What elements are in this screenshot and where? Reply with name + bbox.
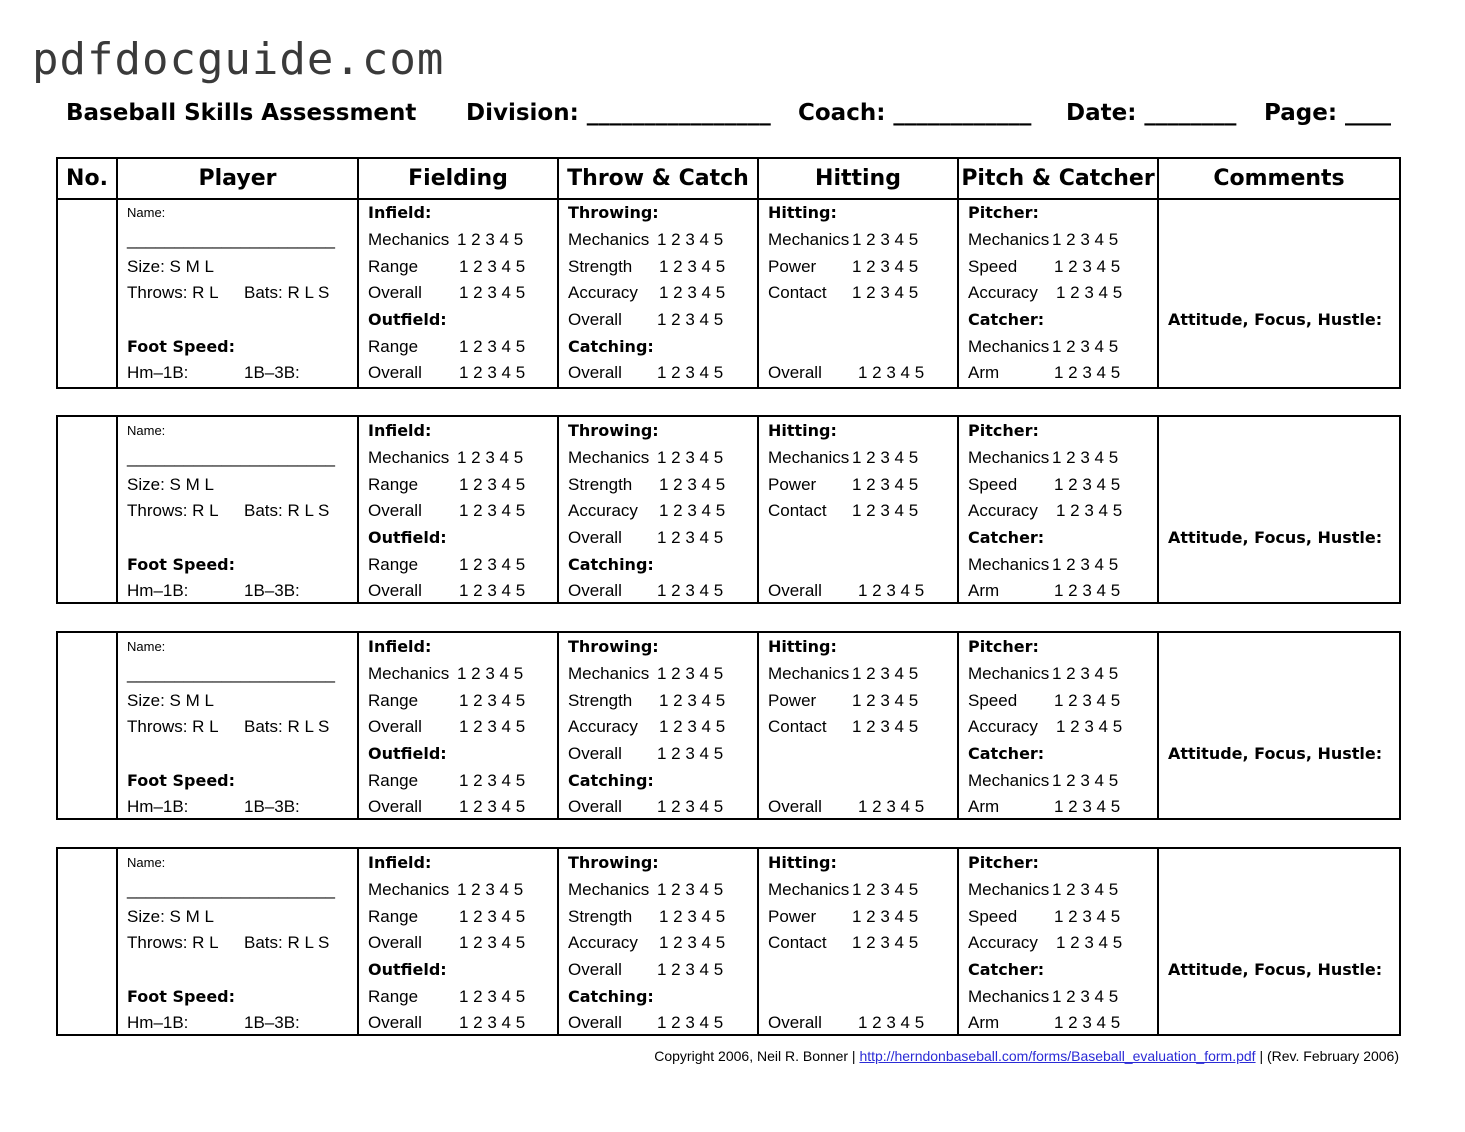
throwing-heading: Throwing: bbox=[568, 637, 659, 656]
hitting-contact-label: Contact bbox=[768, 933, 827, 952]
catcher-heading: Catcher: bbox=[968, 960, 1045, 979]
foot-speed-label: Foot Speed: bbox=[127, 771, 236, 790]
infield-range-label: Range bbox=[368, 257, 419, 276]
comments-label: Attitude, Focus, Hustle: bbox=[1168, 744, 1383, 763]
pitcher-heading: Pitcher: bbox=[968, 637, 1039, 656]
pitcher-heading: Pitcher: bbox=[968, 203, 1039, 222]
infield-mechanics-label: Mechanics bbox=[368, 448, 450, 467]
pitcher-accuracy-scale[interactable]: 1 2 3 4 5 bbox=[1056, 501, 1123, 520]
hm-1b-label[interactable]: Hm–1B: bbox=[127, 581, 189, 600]
outfield-range-label: Range bbox=[368, 555, 419, 574]
pitcher-accuracy-label: Accuracy bbox=[968, 933, 1038, 952]
infield-overall-label: Overall bbox=[368, 717, 422, 736]
throwing-accuracy-label: Accuracy bbox=[568, 933, 638, 952]
player-block-1 bbox=[56, 199, 1399, 389]
hitting-contact-label: Contact bbox=[768, 717, 827, 736]
hitting-power-scale[interactable]: 1 2 3 4 5 bbox=[852, 691, 919, 710]
throwing-heading: Throwing: bbox=[568, 853, 659, 872]
pitcher-mechanics-scale[interactable]: 1 2 3 4 5 bbox=[1052, 448, 1119, 467]
throwing-overall-label: Overall bbox=[568, 528, 622, 547]
outfield-range-label: Range bbox=[368, 337, 419, 356]
fielding-cell bbox=[358, 632, 558, 819]
catcher-mechanics-label: Mechanics bbox=[968, 337, 1050, 356]
col-fielding: Fielding bbox=[358, 158, 558, 199]
1b-3b-label[interactable]: 1B–3B: bbox=[244, 363, 300, 382]
pitcher-mechanics-label: Mechanics bbox=[968, 230, 1050, 249]
throwing-mechanics-scale[interactable]: 1 2 3 4 5 bbox=[657, 448, 724, 467]
pitcher-accuracy-scale[interactable]: 1 2 3 4 5 bbox=[1056, 717, 1123, 736]
hitting-power-label: Power bbox=[768, 907, 817, 926]
col-throw-catch: Throw & Catch bbox=[558, 158, 758, 199]
division-field[interactable]: Division: ________________ bbox=[466, 100, 771, 126]
comments-label: Attitude, Focus, Hustle: bbox=[1168, 528, 1383, 547]
throwing-overall-label: Overall bbox=[568, 960, 622, 979]
player-block-4 bbox=[56, 847, 1399, 1036]
outfield-overall-label: Overall bbox=[368, 363, 422, 382]
name-label: Name: bbox=[127, 205, 166, 220]
hitting-power-scale[interactable]: 1 2 3 4 5 bbox=[852, 475, 919, 494]
throwing-overall-scale[interactable]: 1 2 3 4 5 bbox=[657, 310, 724, 329]
no-cell[interactable] bbox=[57, 199, 117, 388]
pitch-catcher-cell bbox=[958, 416, 1158, 603]
pitch-catcher-cell bbox=[958, 199, 1158, 388]
catching-overall-label: Overall bbox=[568, 581, 622, 600]
infield-heading: Infield: bbox=[368, 853, 432, 872]
name-label: Name: bbox=[127, 855, 166, 870]
throwing-accuracy-scale[interactable]: 1 2 3 4 5 bbox=[659, 283, 726, 302]
hitting-mechanics-scale[interactable]: 1 2 3 4 5 bbox=[852, 448, 919, 467]
hitting-overall-scale[interactable]: 1 2 3 4 5 bbox=[858, 1013, 925, 1032]
pitcher-speed-scale[interactable]: 1 2 3 4 5 bbox=[1054, 907, 1121, 926]
catching-heading: Catching: bbox=[568, 987, 654, 1006]
throwing-strength-label: Strength bbox=[568, 907, 633, 926]
throws-options[interactable]: Throws: R L bbox=[127, 933, 219, 952]
outfield-heading: Outfield: bbox=[368, 528, 447, 547]
throw-catch-cell bbox=[558, 199, 758, 388]
pitcher-speed-label: Speed bbox=[968, 475, 1018, 494]
name-line[interactable]: ______________________ bbox=[127, 448, 336, 467]
catching-overall-label: Overall bbox=[568, 1013, 622, 1032]
catching-overall-label: Overall bbox=[568, 363, 622, 382]
hitting-mechanics-scale[interactable]: 1 2 3 4 5 bbox=[852, 880, 919, 899]
hitting-overall-scale[interactable]: 1 2 3 4 5 bbox=[858, 797, 925, 816]
catching-overall-scale[interactable]: 1 2 3 4 5 bbox=[657, 581, 724, 600]
name-label: Name: bbox=[127, 423, 166, 438]
throwing-mechanics-label: Mechanics bbox=[568, 664, 650, 683]
outfield-overall-scale[interactable]: 1 2 3 4 5 bbox=[459, 581, 526, 600]
catching-heading: Catching: bbox=[568, 555, 654, 574]
1b-3b-label[interactable]: 1B–3B: bbox=[244, 1013, 300, 1032]
infield-range-scale[interactable]: 1 2 3 4 5 bbox=[459, 907, 526, 926]
throwing-accuracy-label: Accuracy bbox=[568, 283, 638, 302]
hitting-contact-label: Contact bbox=[768, 283, 827, 302]
pitcher-accuracy-label: Accuracy bbox=[968, 501, 1038, 520]
throws-options[interactable]: Throws: R L bbox=[127, 501, 219, 520]
catcher-mechanics-label: Mechanics bbox=[968, 555, 1050, 574]
throwing-accuracy-scale[interactable]: 1 2 3 4 5 bbox=[659, 717, 726, 736]
hitting-mechanics-label: Mechanics bbox=[768, 448, 850, 467]
catcher-heading: Catcher: bbox=[968, 744, 1045, 763]
outfield-range-scale[interactable]: 1 2 3 4 5 bbox=[459, 771, 526, 790]
catcher-arm-label: Arm bbox=[968, 797, 1000, 816]
infield-overall-label: Overall bbox=[368, 501, 422, 520]
outfield-range-label: Range bbox=[368, 771, 419, 790]
infield-range-label: Range bbox=[368, 475, 419, 494]
throwing-overall-label: Overall bbox=[568, 310, 622, 329]
hm-1b-label[interactable]: Hm–1B: bbox=[127, 363, 189, 382]
infield-range-label: Range bbox=[368, 907, 419, 926]
throw-catch-cell bbox=[558, 848, 758, 1035]
hitting-power-scale[interactable]: 1 2 3 4 5 bbox=[852, 907, 919, 926]
throwing-strength-label: Strength bbox=[568, 691, 633, 710]
throwing-mechanics-scale[interactable]: 1 2 3 4 5 bbox=[657, 880, 724, 899]
pitcher-mechanics-scale[interactable]: 1 2 3 4 5 bbox=[1052, 880, 1119, 899]
1b-3b-label[interactable]: 1B–3B: bbox=[244, 581, 300, 600]
outfield-overall-label: Overall bbox=[368, 797, 422, 816]
no-cell[interactable] bbox=[57, 632, 117, 819]
outfield-heading: Outfield: bbox=[368, 960, 447, 979]
pitcher-accuracy-scale[interactable]: 1 2 3 4 5 bbox=[1056, 283, 1123, 302]
outfield-overall-scale[interactable]: 1 2 3 4 5 bbox=[459, 1013, 526, 1032]
hitting-contact-scale[interactable]: 1 2 3 4 5 bbox=[852, 933, 919, 952]
outfield-overall-scale[interactable]: 1 2 3 4 5 bbox=[459, 797, 526, 816]
throwing-overall-scale[interactable]: 1 2 3 4 5 bbox=[657, 528, 724, 547]
catcher-mechanics-scale[interactable]: 1 2 3 4 5 bbox=[1052, 337, 1119, 356]
player-entry bbox=[56, 631, 1401, 820]
outfield-range-scale[interactable]: 1 2 3 4 5 bbox=[459, 987, 526, 1006]
watermark: pdfdocguide.com bbox=[32, 34, 445, 85]
catcher-heading: Catcher: bbox=[968, 528, 1045, 547]
size-options[interactable]: Size: S M L bbox=[127, 691, 214, 710]
catcher-mechanics-scale[interactable]: 1 2 3 4 5 bbox=[1052, 771, 1119, 790]
comments-cell[interactable] bbox=[1158, 848, 1400, 1035]
infield-overall-label: Overall bbox=[368, 283, 422, 302]
pitcher-accuracy-label: Accuracy bbox=[968, 283, 1038, 302]
catcher-heading: Catcher: bbox=[968, 310, 1045, 329]
infield-heading: Infield: bbox=[368, 203, 432, 222]
infield-mechanics-label: Mechanics bbox=[368, 664, 450, 683]
infield-range-scale[interactable]: 1 2 3 4 5 bbox=[459, 691, 526, 710]
catcher-arm-scale[interactable]: 1 2 3 4 5 bbox=[1054, 1013, 1121, 1032]
infield-range-scale[interactable]: 1 2 3 4 5 bbox=[459, 475, 526, 494]
outfield-range-scale[interactable]: 1 2 3 4 5 bbox=[459, 337, 526, 356]
hitting-heading: Hitting: bbox=[768, 637, 837, 656]
hitting-overall-label: Overall bbox=[768, 581, 822, 600]
outfield-overall-label: Overall bbox=[368, 1013, 422, 1032]
infield-mechanics-scale[interactable]: 1 2 3 4 5 bbox=[457, 230, 524, 249]
catching-overall-scale[interactable]: 1 2 3 4 5 bbox=[657, 1013, 724, 1032]
catcher-mechanics-label: Mechanics bbox=[968, 987, 1050, 1006]
fielding-cell bbox=[358, 199, 558, 388]
hitting-cell bbox=[758, 199, 958, 388]
throwing-mechanics-scale[interactable]: 1 2 3 4 5 bbox=[657, 664, 724, 683]
pitcher-mechanics-label: Mechanics bbox=[968, 448, 1050, 467]
infield-overall-scale[interactable]: 1 2 3 4 5 bbox=[459, 933, 526, 952]
infield-range-scale[interactable]: 1 2 3 4 5 bbox=[459, 257, 526, 276]
hitting-power-label: Power bbox=[768, 475, 817, 494]
throwing-heading: Throwing: bbox=[568, 203, 659, 222]
form-header bbox=[66, 100, 1396, 132]
hitting-contact-label: Contact bbox=[768, 501, 827, 520]
throwing-accuracy-label: Accuracy bbox=[568, 501, 638, 520]
hitting-power-label: Power bbox=[768, 257, 817, 276]
catcher-arm-scale[interactable]: 1 2 3 4 5 bbox=[1054, 797, 1121, 816]
catching-overall-label: Overall bbox=[568, 797, 622, 816]
infield-overall-scale[interactable]: 1 2 3 4 5 bbox=[459, 717, 526, 736]
col-no: No. bbox=[57, 158, 117, 199]
catching-overall-scale[interactable]: 1 2 3 4 5 bbox=[657, 797, 724, 816]
name-label: Name: bbox=[127, 639, 166, 654]
size-options[interactable]: Size: S M L bbox=[127, 257, 214, 276]
catcher-arm-scale[interactable]: 1 2 3 4 5 bbox=[1054, 581, 1121, 600]
name-line[interactable]: ______________________ bbox=[127, 664, 336, 683]
throw-catch-cell bbox=[558, 632, 758, 819]
player-cell[interactable] bbox=[117, 199, 358, 388]
pitcher-mechanics-label: Mechanics bbox=[968, 880, 1050, 899]
player-cell[interactable] bbox=[117, 848, 358, 1035]
infield-mechanics-label: Mechanics bbox=[368, 880, 450, 899]
throwing-accuracy-scale[interactable]: 1 2 3 4 5 bbox=[659, 933, 726, 952]
player-block-3 bbox=[56, 631, 1399, 820]
infield-heading: Infield: bbox=[368, 421, 432, 440]
hitting-mechanics-label: Mechanics bbox=[768, 230, 850, 249]
throwing-mechanics-label: Mechanics bbox=[568, 448, 650, 467]
comments-cell[interactable] bbox=[1158, 416, 1400, 603]
bats-options[interactable]: Bats: R L S bbox=[244, 501, 330, 520]
hitting-power-scale[interactable]: 1 2 3 4 5 bbox=[852, 257, 919, 276]
throwing-strength-scale[interactable]: 1 2 3 4 5 bbox=[659, 475, 726, 494]
hitting-cell bbox=[758, 416, 958, 603]
page-field[interactable]: Page: ____ bbox=[1264, 100, 1392, 126]
outfield-overall-label: Overall bbox=[368, 581, 422, 600]
col-hitting: Hitting bbox=[758, 158, 958, 199]
throwing-strength-scale[interactable]: 1 2 3 4 5 bbox=[659, 907, 726, 926]
catcher-arm-label: Arm bbox=[968, 363, 1000, 382]
pitcher-speed-label: Speed bbox=[968, 257, 1018, 276]
throws-options[interactable]: Throws: R L bbox=[127, 283, 219, 302]
pitch-catcher-cell bbox=[958, 632, 1158, 819]
hitting-mechanics-scale[interactable]: 1 2 3 4 5 bbox=[852, 230, 919, 249]
hitting-overall-label: Overall bbox=[768, 363, 822, 382]
hitting-mechanics-scale[interactable]: 1 2 3 4 5 bbox=[852, 664, 919, 683]
player-cell[interactable] bbox=[117, 632, 358, 819]
catcher-arm-label: Arm bbox=[968, 581, 1000, 600]
player-entry bbox=[56, 847, 1401, 1036]
column-header-row bbox=[56, 157, 1401, 200]
foot-speed-label: Foot Speed: bbox=[127, 987, 236, 1006]
hitting-overall-label: Overall bbox=[768, 1013, 822, 1032]
1b-3b-label[interactable]: 1B–3B: bbox=[244, 797, 300, 816]
infield-mechanics-scale[interactable]: 1 2 3 4 5 bbox=[457, 664, 524, 683]
infield-overall-scale[interactable]: 1 2 3 4 5 bbox=[459, 501, 526, 520]
catching-heading: Catching: bbox=[568, 771, 654, 790]
throwing-mechanics-scale[interactable]: 1 2 3 4 5 bbox=[657, 230, 724, 249]
hitting-overall-label: Overall bbox=[768, 797, 822, 816]
col-comments: Comments bbox=[1158, 158, 1400, 199]
throwing-heading: Throwing: bbox=[568, 421, 659, 440]
foot-speed-label: Foot Speed: bbox=[127, 337, 236, 356]
hitting-contact-scale[interactable]: 1 2 3 4 5 bbox=[852, 717, 919, 736]
throwing-overall-scale[interactable]: 1 2 3 4 5 bbox=[657, 960, 724, 979]
catcher-mechanics-scale[interactable]: 1 2 3 4 5 bbox=[1052, 555, 1119, 574]
infield-heading: Infield: bbox=[368, 637, 432, 656]
comments-cell[interactable] bbox=[1158, 199, 1400, 388]
name-line[interactable]: ______________________ bbox=[127, 880, 336, 899]
hitting-cell bbox=[758, 848, 958, 1035]
col-player: Player bbox=[117, 158, 358, 199]
copyright-text: Copyright 2006, Neil R. Bonner | bbox=[654, 1048, 860, 1064]
pitcher-heading: Pitcher: bbox=[968, 853, 1039, 872]
throwing-overall-scale[interactable]: 1 2 3 4 5 bbox=[657, 744, 724, 763]
fielding-cell bbox=[358, 416, 558, 603]
pitcher-accuracy-label: Accuracy bbox=[968, 717, 1038, 736]
bats-options[interactable]: Bats: R L S bbox=[244, 933, 330, 952]
hitting-overall-scale[interactable]: 1 2 3 4 5 bbox=[858, 363, 925, 382]
no-cell[interactable] bbox=[57, 416, 117, 603]
throwing-strength-scale[interactable]: 1 2 3 4 5 bbox=[659, 691, 726, 710]
pitcher-mechanics-scale[interactable]: 1 2 3 4 5 bbox=[1052, 664, 1119, 683]
hitting-overall-scale[interactable]: 1 2 3 4 5 bbox=[858, 581, 925, 600]
throwing-overall-label: Overall bbox=[568, 744, 622, 763]
bats-options[interactable]: Bats: R L S bbox=[244, 283, 330, 302]
throwing-strength-label: Strength bbox=[568, 257, 633, 276]
pitcher-speed-label: Speed bbox=[968, 907, 1018, 926]
name-line[interactable]: ______________________ bbox=[127, 230, 336, 249]
footer bbox=[654, 1048, 1399, 1064]
fielding-cell bbox=[358, 848, 558, 1035]
form-title: Baseball Skills Assessment bbox=[66, 100, 417, 126]
outfield-range-scale[interactable]: 1 2 3 4 5 bbox=[459, 555, 526, 574]
revision-text: | (Rev. February 2006) bbox=[1255, 1048, 1399, 1064]
outfield-heading: Outfield: bbox=[368, 744, 447, 763]
catcher-arm-scale[interactable]: 1 2 3 4 5 bbox=[1054, 363, 1121, 382]
catching-heading: Catching: bbox=[568, 337, 654, 356]
player-cell[interactable] bbox=[117, 416, 358, 603]
hitting-mechanics-label: Mechanics bbox=[768, 880, 850, 899]
throw-catch-cell bbox=[558, 416, 758, 603]
hitting-mechanics-label: Mechanics bbox=[768, 664, 850, 683]
pitcher-mechanics-scale[interactable]: 1 2 3 4 5 bbox=[1052, 230, 1119, 249]
infield-overall-label: Overall bbox=[368, 933, 422, 952]
pitcher-accuracy-scale[interactable]: 1 2 3 4 5 bbox=[1056, 933, 1123, 952]
coach-field[interactable]: Coach: ____________ bbox=[798, 100, 1032, 126]
infield-overall-scale[interactable]: 1 2 3 4 5 bbox=[459, 283, 526, 302]
size-options[interactable]: Size: S M L bbox=[127, 475, 214, 494]
catcher-arm-label: Arm bbox=[968, 1013, 1000, 1032]
pitcher-speed-label: Speed bbox=[968, 691, 1018, 710]
outfield-overall-scale[interactable]: 1 2 3 4 5 bbox=[459, 363, 526, 382]
comments-label: Attitude, Focus, Hustle: bbox=[1168, 310, 1383, 329]
pitcher-speed-scale[interactable]: 1 2 3 4 5 bbox=[1054, 257, 1121, 276]
throwing-strength-scale[interactable]: 1 2 3 4 5 bbox=[659, 257, 726, 276]
outfield-range-label: Range bbox=[368, 987, 419, 1006]
date-field[interactable]: Date: ________ bbox=[1066, 100, 1237, 126]
pitcher-speed-scale[interactable]: 1 2 3 4 5 bbox=[1054, 691, 1121, 710]
comments-label: Attitude, Focus, Hustle: bbox=[1168, 960, 1383, 979]
catcher-mechanics-label: Mechanics bbox=[968, 771, 1050, 790]
no-cell[interactable] bbox=[57, 848, 117, 1035]
hitting-cell bbox=[758, 632, 958, 819]
col-pitch-catcher: Pitch & Catcher bbox=[958, 158, 1158, 199]
infield-mechanics-label: Mechanics bbox=[368, 230, 450, 249]
size-options[interactable]: Size: S M L bbox=[127, 907, 214, 926]
hitting-heading: Hitting: bbox=[768, 853, 837, 872]
hm-1b-label[interactable]: Hm–1B: bbox=[127, 797, 189, 816]
pitcher-speed-scale[interactable]: 1 2 3 4 5 bbox=[1054, 475, 1121, 494]
throws-options[interactable]: Throws: R L bbox=[127, 717, 219, 736]
throwing-accuracy-scale[interactable]: 1 2 3 4 5 bbox=[659, 501, 726, 520]
outfield-heading: Outfield: bbox=[368, 310, 447, 329]
comments-cell[interactable] bbox=[1158, 632, 1400, 819]
throwing-mechanics-label: Mechanics bbox=[568, 230, 650, 249]
bats-options[interactable]: Bats: R L S bbox=[244, 717, 330, 736]
throwing-accuracy-label: Accuracy bbox=[568, 717, 638, 736]
hitting-heading: Hitting: bbox=[768, 203, 837, 222]
form-url-link[interactable]: http://herndonbaseball.com/forms/Baseball_evaluation_form.pdf bbox=[859, 1048, 1256, 1064]
throwing-strength-label: Strength bbox=[568, 475, 633, 494]
catcher-mechanics-scale[interactable]: 1 2 3 4 5 bbox=[1052, 987, 1119, 1006]
hitting-heading: Hitting: bbox=[768, 421, 837, 440]
foot-speed-label: Foot Speed: bbox=[127, 555, 236, 574]
player-block-2 bbox=[56, 415, 1399, 604]
hitting-contact-scale[interactable]: 1 2 3 4 5 bbox=[852, 501, 919, 520]
hitting-contact-scale[interactable]: 1 2 3 4 5 bbox=[852, 283, 919, 302]
player-entry bbox=[56, 199, 1401, 389]
pitch-catcher-cell bbox=[958, 848, 1158, 1035]
infield-mechanics-scale[interactable]: 1 2 3 4 5 bbox=[457, 448, 524, 467]
infield-mechanics-scale[interactable]: 1 2 3 4 5 bbox=[457, 880, 524, 899]
player-entry bbox=[56, 415, 1401, 604]
pitcher-mechanics-label: Mechanics bbox=[968, 664, 1050, 683]
hm-1b-label[interactable]: Hm–1B: bbox=[127, 1013, 189, 1032]
throwing-mechanics-label: Mechanics bbox=[568, 880, 650, 899]
hitting-power-label: Power bbox=[768, 691, 817, 710]
catching-overall-scale[interactable]: 1 2 3 4 5 bbox=[657, 363, 724, 382]
infield-range-label: Range bbox=[368, 691, 419, 710]
pitcher-heading: Pitcher: bbox=[968, 421, 1039, 440]
